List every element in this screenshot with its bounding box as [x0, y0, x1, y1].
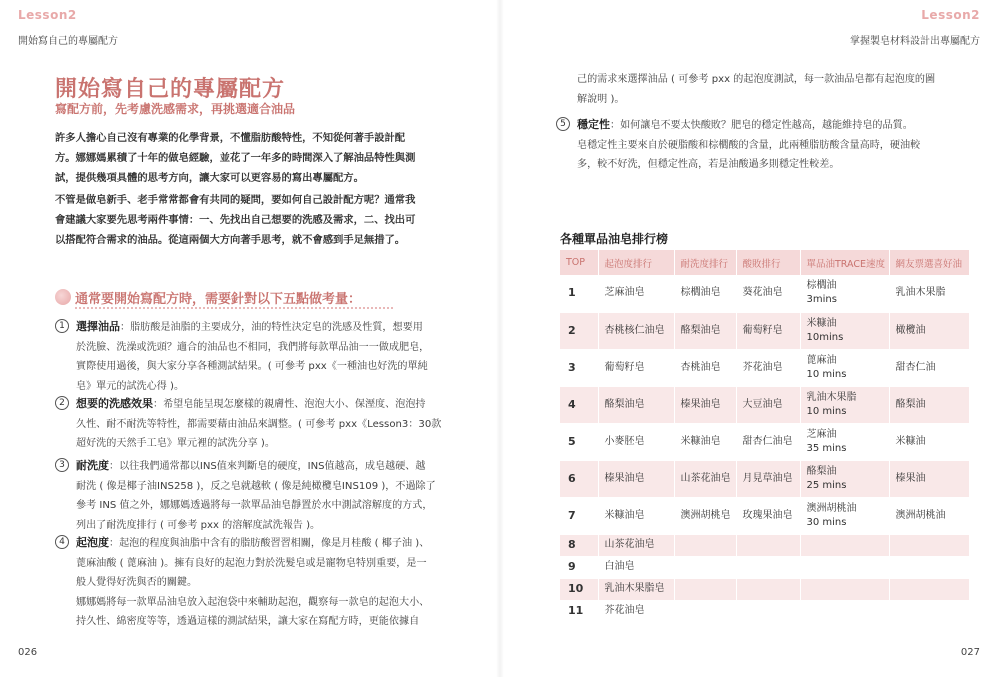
rank-cell: 4 — [560, 386, 598, 423]
trace-oil: 酪梨油 — [806, 465, 837, 477]
rancid-cell — [736, 578, 800, 600]
table-row — [560, 386, 969, 423]
trace-cell — [800, 349, 889, 386]
ranking-table — [560, 250, 970, 623]
favorite-cell: 米糠油 — [889, 423, 969, 460]
continuation-line: 解說明 )。 — [577, 93, 625, 105]
item-line: 皂》單元的試洗心得 )。 — [76, 380, 185, 392]
rank-cell: 5 — [560, 423, 598, 460]
intro-paragraph-1 — [55, 128, 448, 188]
wash-cell: 棕櫚油皂 — [674, 275, 736, 312]
foam-cell: 芥花油皂 — [598, 600, 674, 622]
wash-cell: 榛果油皂 — [674, 386, 736, 423]
foam-cell: 山茶花油皂 — [598, 534, 674, 556]
table-row — [560, 275, 969, 312]
item-body — [76, 394, 441, 454]
page-subtitle: 寫配方前，先考慮洗感需求，再挑選適合油品 — [55, 102, 296, 116]
rancid-cell: 葵花油皂 — [736, 275, 800, 312]
wash-cell — [674, 600, 736, 622]
trace-oil: 乳油木果脂 — [806, 391, 857, 403]
trace-oil: 棕櫚油 — [806, 280, 837, 292]
dotted-underline — [75, 307, 393, 309]
table-header-row — [560, 250, 969, 275]
item-number-circle: 1 — [55, 319, 69, 333]
section-heading-text: 通常要開始寫配方時，需要針對以下五點做考量： — [75, 292, 362, 307]
trace-cell — [800, 497, 889, 534]
trace-oil: 芝麻油 — [806, 428, 837, 440]
column-header-rancid: 酸敗排行 — [736, 250, 800, 275]
item-number-circle: 5 — [556, 117, 570, 131]
foam-cell: 乳油木果脂皂 — [598, 578, 674, 600]
wash-cell — [674, 534, 736, 556]
trace-time: 10 mins — [806, 368, 847, 380]
table-row — [560, 578, 969, 600]
foam-cell: 米糠油皂 — [598, 497, 674, 534]
table-row — [560, 556, 969, 578]
table-row — [560, 423, 969, 460]
item-line: ：如何讓皂不要太快酸敗？肥皂的穩定性越高，越能維持皂的品質。 — [610, 120, 913, 131]
right-running-header: 掌握製皂材料設計出專屬配方 — [850, 36, 980, 47]
page-number-right: 027 — [960, 647, 980, 658]
intro-paragraph-2 — [55, 190, 448, 250]
trace-cell — [800, 534, 889, 556]
trace-cell — [800, 578, 889, 600]
item-label: 起泡度 — [76, 536, 109, 549]
rancid-cell: 甜杏仁油皂 — [736, 423, 800, 460]
item-line: 久性、耐不耐洗等特性，都需要藉由油品來調整。( 可參考 pxx《Lesson3：30款 — [76, 418, 442, 430]
trace-time: 25 mins — [806, 479, 847, 491]
table-row — [560, 600, 969, 622]
favorite-cell: 榛果油 — [889, 460, 969, 497]
foam-cell: 白油皂 — [598, 556, 674, 578]
item-number-circle: 3 — [55, 458, 69, 472]
rancid-cell: 玫瑰果油皂 — [736, 497, 800, 534]
lesson-tag-right: Lesson2 — [921, 8, 980, 22]
trace-oil: 米糠油 — [806, 317, 837, 329]
item-line: 參考 INS 值之外，娜娜媽透過將每一款單品油皂靜置於水中測試溶解度的方式， — [76, 500, 433, 511]
intro-line: 方。娜娜媽累積了十年的做皂經驗，並花了一年多的時間深入了解油品特性與測 — [55, 152, 416, 164]
rank-cell: 3 — [560, 349, 598, 386]
rank-cell: 7 — [560, 497, 598, 534]
item-line: 般人覺得好洗與否的關鍵。 — [76, 577, 198, 588]
rank-cell: 9 — [560, 556, 598, 578]
item-number-circle: 2 — [55, 396, 69, 410]
rancid-cell — [736, 534, 800, 556]
intro-line: 不管是做皂新手、老手常常都會有共同的疑問，要如何自己設計配方呢？通常我 — [55, 194, 416, 206]
table-row — [560, 312, 969, 349]
item-line: 超好洗的天然手工皂》單元裡的試洗分享 )。 — [76, 438, 275, 449]
foam-cell: 小麥胚皂 — [598, 423, 674, 460]
wash-cell: 酪梨油皂 — [674, 312, 736, 349]
table-row — [560, 534, 969, 556]
favorite-cell: 乳油木果脂 — [889, 275, 969, 312]
rank-cell: 6 — [560, 460, 598, 497]
item-line: 持久性、綿密度等等，透過這樣的測試結果，讓大家在寫配方時，更能依據自 — [76, 616, 420, 627]
favorite-cell: 橄欖油 — [889, 312, 969, 349]
rancid-cell: 月見草油皂 — [736, 460, 800, 497]
item-label: 耐洗度 — [76, 459, 109, 472]
favorite-cell — [889, 578, 969, 600]
item-line: ：以往我們通常都以INS值來判斷皂的硬度，INS值越高，成皂越硬、越 — [109, 461, 426, 472]
item-body — [76, 533, 429, 632]
wash-cell: 澳洲胡桃皂 — [674, 497, 736, 534]
trace-time: 35 mins — [806, 442, 847, 454]
column-header-favorite: 網友票選喜好油 — [889, 250, 969, 275]
wash-cell — [674, 556, 736, 578]
favorite-cell — [889, 556, 969, 578]
lesson-tag-left: Lesson2 — [18, 8, 77, 22]
column-header-top: TOP — [560, 250, 598, 275]
trace-time: 10 mins — [806, 405, 847, 417]
item-line: 列出了耐洗度排行 ( 可參考 pxx 的溶解度試洗報告 )。 — [76, 519, 321, 531]
favorite-cell: 甜杏仁油 — [889, 349, 969, 386]
favorite-cell — [889, 600, 969, 622]
item-body — [577, 115, 920, 175]
rancid-cell: 葡萄籽皂 — [736, 312, 800, 349]
foam-cell: 榛果油皂 — [598, 460, 674, 497]
foam-cell: 杏桃核仁油皂 — [598, 312, 674, 349]
wash-cell: 杏桃油皂 — [674, 349, 736, 386]
foam-cell: 芝麻油皂 — [598, 275, 674, 312]
column-header-wash: 耐洗度排行 — [674, 250, 736, 275]
table-row — [560, 460, 969, 497]
left-running-header: 開始寫自己的專屬配方 — [18, 36, 118, 47]
section-heading — [55, 286, 385, 308]
item-line: ：起泡的程度與油脂中含有的脂肪酸習習相關，像是月桂酸 ( 椰子油 )、 — [109, 538, 430, 549]
item-body — [76, 456, 436, 535]
rank-cell: 11 — [560, 600, 598, 622]
foam-cell: 酪梨油皂 — [598, 386, 674, 423]
trace-time: 3mins — [806, 294, 837, 306]
intro-line: 試，提供幾項具體的思考方向，讓大家可以更容易的寫出專屬配方。 — [55, 172, 364, 184]
rank-cell: 1 — [560, 275, 598, 312]
trace-time: 10mins — [806, 331, 844, 343]
intro-line: 許多人擔心自己沒有專業的化學背景，不懂脂肪酸特性，不知從何著手設計配 — [55, 132, 406, 144]
item-label: 穩定性 — [577, 118, 610, 131]
rancid-cell: 芥花油皂 — [736, 349, 800, 386]
favorite-cell — [889, 534, 969, 556]
table-row — [560, 349, 969, 386]
rancid-cell — [736, 600, 800, 622]
item-line: 蓖麻油酸 ( 蓖麻油 )。擁有良好的起泡力對於洗髮皂或是寵物皂特別重要，是一 — [76, 557, 427, 569]
rank-cell: 2 — [560, 312, 598, 349]
favorite-cell: 酪梨油 — [889, 386, 969, 423]
item-line: ：希望皂能呈現怎麼樣的親膚性、泡泡大小、保溼度、泡泡持 — [153, 399, 426, 410]
wash-cell — [674, 578, 736, 600]
continuation-paragraph — [577, 70, 977, 109]
item-line: 皂穩定性主要來自於硬脂酸和棕櫚酸的含量，此兩種脂肪酸含量高時，硬油較 — [577, 139, 921, 151]
rancid-cell: 大豆油皂 — [736, 386, 800, 423]
trace-time: 30 mins — [806, 516, 847, 528]
table-row — [560, 497, 969, 534]
page-title: 開始寫自己的專屬配方 — [55, 77, 286, 102]
trace-oil: 蓖麻油 — [806, 354, 837, 366]
item-line: ：脂肪酸是油脂的主要成分，油的特性決定皂的洗感及性質，想要用 — [120, 322, 423, 333]
rancid-cell — [736, 556, 800, 578]
item-line: 耐洗 ( 像是椰子油INS258 )，反之皂就越軟 ( 像是純橄欖皂INS109 )，不過除了 — [76, 480, 436, 492]
item-line: 娜娜媽將每一款單品油皂放入起泡袋中來輔助起泡，觀察每一款皂的起泡大小、 — [76, 596, 430, 608]
column-header-foam: 起泡度排行 — [598, 250, 674, 275]
item-label: 選擇油品 — [76, 320, 120, 333]
trace-cell — [800, 312, 889, 349]
intro-line: 以搭配符合需求的油品。從這兩個大方向著手思考，就不會感到手足無措了。 — [55, 234, 406, 246]
trace-oil: 澳洲胡桃油 — [806, 502, 857, 514]
continuation-line: 己的需求來選擇油品 ( 可參考 pxx 的起泡度測試，每一款油品皂都有起泡度的圖 — [577, 74, 936, 85]
trace-cell — [800, 600, 889, 622]
page-number-left: 026 — [18, 647, 38, 658]
trace-cell — [800, 275, 889, 312]
wash-cell: 山茶花油皂 — [674, 460, 736, 497]
item-line: 於洗臉、洗澡或洗頭？適合的油品也不相同，我們將每款單品油一一做成肥皂， — [76, 341, 430, 353]
table-body — [560, 275, 969, 622]
column-header-trace: 單品油TRACE速度 — [800, 250, 889, 275]
foam-cell: 葡萄籽皂 — [598, 349, 674, 386]
item-body — [76, 317, 429, 396]
trace-cell — [800, 386, 889, 423]
rank-cell: 8 — [560, 534, 598, 556]
trace-cell — [800, 423, 889, 460]
intro-line: 會建議大家要先思考兩件事情：一、先找出自己想要的洗感及需求，二、找出可 — [55, 214, 416, 226]
bubble-icon — [55, 289, 71, 305]
item-line: 實際使用過後，與大家分享各種測試結果。( 可參考 pxx《一種油也好洗的單純 — [76, 361, 428, 372]
wash-cell: 米糠油皂 — [674, 423, 736, 460]
item-line: 多，較不好洗，但穩定性高，若是油酸過多則穩定性較差。 — [577, 159, 840, 170]
item-number-circle: 4 — [55, 535, 69, 549]
trace-cell — [800, 556, 889, 578]
item-label: 想要的洗感效果 — [76, 397, 153, 410]
table-title: 各種單品油皂排行榜 — [560, 232, 669, 246]
trace-cell — [800, 460, 889, 497]
rank-cell: 10 — [560, 578, 598, 600]
favorite-cell: 澳洲胡桃油 — [889, 497, 969, 534]
